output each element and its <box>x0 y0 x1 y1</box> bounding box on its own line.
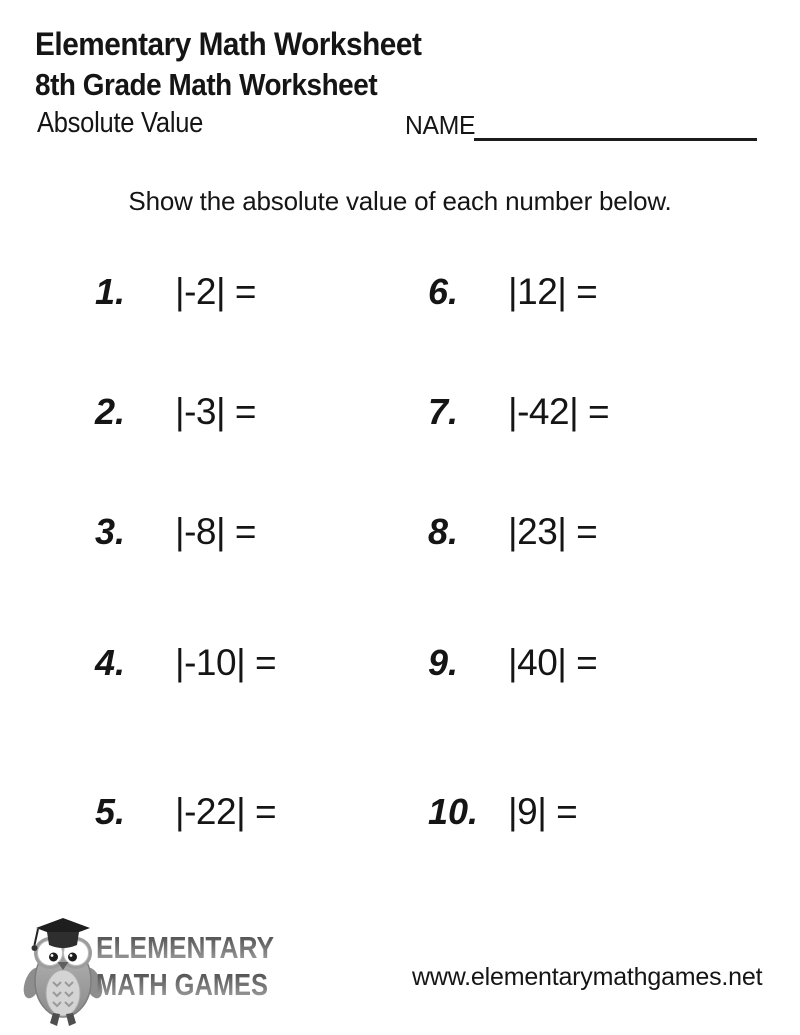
problem-expression: |9| = <box>508 791 578 832</box>
elementary-math-games-logo <box>22 906 314 1028</box>
problem-7 <box>428 391 609 433</box>
owl-mascot-icon <box>22 918 106 1026</box>
problem-8 <box>428 511 597 553</box>
problem-expression: |-3| = <box>175 391 257 432</box>
problem-number: 4. <box>95 642 126 683</box>
worksheet-topic: Absolute Value <box>37 107 204 139</box>
problem-number: 5. <box>95 791 126 832</box>
problem-expression: |23| = <box>508 511 598 552</box>
name-label: NAME <box>405 110 476 140</box>
logo-wordmark-line1: ELEMENTARY <box>96 930 275 965</box>
logo-wordmark-line2: MATH GAMES <box>96 967 268 1002</box>
problem-expression: |40| = <box>508 642 598 683</box>
problem-number: 3. <box>95 511 126 552</box>
problem-number: 2. <box>95 391 126 432</box>
problem-1 <box>95 271 256 313</box>
problem-expression: |-22| = <box>175 791 277 832</box>
problem-number: 7. <box>428 391 459 432</box>
website-url: www.elementarymathgames.net <box>412 963 763 991</box>
problem-expression: |-42| = <box>508 391 610 432</box>
problem-expression: |12| = <box>508 271 598 312</box>
problem-number: 8. <box>428 511 459 552</box>
problem-expression: |-10| = <box>175 642 277 683</box>
problem-4 <box>95 642 276 684</box>
problem-number: 10. <box>428 791 479 832</box>
worksheet-subtitle: 8th Grade Math Worksheet <box>35 67 378 102</box>
problem-5 <box>95 791 276 833</box>
problem-number: 9. <box>428 642 459 683</box>
problem-number: 6. <box>428 271 459 312</box>
instruction-text: Show the absolute value of each number below. <box>128 186 672 216</box>
name-blank-line <box>474 138 757 141</box>
worksheet-title: Elementary Math Worksheet <box>35 26 422 62</box>
problem-10 <box>428 791 577 833</box>
problem-9 <box>428 642 597 684</box>
problem-3 <box>95 511 256 553</box>
problem-number: 1. <box>95 271 126 312</box>
problem-expression: |-2| = <box>175 271 257 312</box>
problem-2 <box>95 391 256 433</box>
problem-6 <box>428 271 597 313</box>
problem-expression: |-8| = <box>175 511 257 552</box>
